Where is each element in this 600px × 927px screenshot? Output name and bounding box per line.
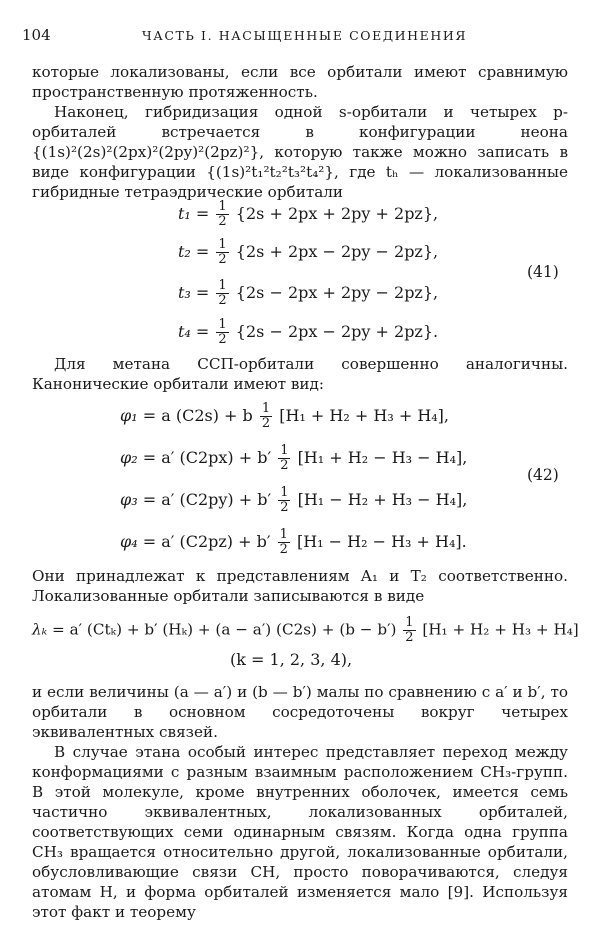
eq42-line-4: φ₄ = a′ (C2pz) + b′ $\frac{1}{2}$ [H₁ − H₂ − H₃ + H₄]. — [120, 527, 467, 557]
running-title: ЧАСТЬ I. НАСЫЩЕННЫЕ СОЕДИНЕНИЯ — [142, 28, 468, 43]
eq41-rhs-2: {2s + 2px − 2py − 2pz}, — [235, 242, 439, 261]
fraction-half: $\frac{1}{2}$ — [218, 317, 227, 347]
eq41-line-2: t₂ = $\frac{1}{2}$ {2s + 2px − 2py − 2pz}, — [178, 237, 439, 267]
eq42-post-2: [H₁ + H₂ − H₃ − H₄], — [297, 448, 468, 467]
fraction-half: $\frac{1}{2}$ — [218, 278, 227, 308]
eq42-line-3: φ₃ = a′ (C2py) + b′ $\frac{1}{2}$ [H₁ − H₂ + H₃ − H₄], — [120, 485, 468, 515]
lambda-lhs: λₖ — [32, 620, 48, 639]
paragraph-6: В случае этана особый интерес представляет переход между конформациями с разным взаимным расположением CH₃-групп. В этой молекуле, кроме внутренних оболочек, имеется семь частично эквивалентных, локализованных орбиталей, соответствующих семи одинарным связям. Когда одна группа CH₃ вращается относительно другой, локализованные орбитали, обусловливающие связи CH, просто поворачиваются, следуя атомам H, и форма орбиталей изменяется мало [9]. Используя этот факт и теорему — [32, 743, 568, 921]
running-head — [22, 26, 578, 46]
eq41-lhs-2: t₂ — [178, 242, 191, 261]
lambda-pre: a′ (Ctₖ) + b′ (Hₖ) + (a − a′) (C2s) + (b − b′) — [69, 620, 397, 639]
eq42-pre-4: a′ (C2pz) + b′ — [161, 532, 271, 551]
eq42-post-4: [H₁ − H₂ − H₃ + H₄]. — [296, 532, 467, 551]
lambda-condition: (k = 1, 2, 3, 4), — [230, 650, 353, 669]
eq41-line-1: t₁ = $\frac{1}{2}$ {2s + 2px + 2py + 2pz}, — [178, 199, 439, 229]
eq41-rhs-4: {2s − 2px − 2py + 2pz}. — [235, 322, 439, 341]
eq41-line-3: t₃ = $\frac{1}{2}$ {2s − 2px + 2py − 2pz}, — [178, 278, 439, 308]
fraction-half: $\frac{1}{2}$ — [405, 615, 414, 645]
eq42-line-2: φ₂ = a′ (C2px) + b′ $\frac{1}{2}$ [H₁ + H₂ − H₃ − H₄], — [120, 443, 468, 473]
eq42-post-3: [H₁ − H₂ + H₃ − H₄], — [297, 490, 468, 509]
paragraph-3: Для метана ССП-орбитали совершенно аналогичны. Канонические орбитали имеют вид: — [32, 355, 568, 393]
fraction-half: $\frac{1}{2}$ — [261, 401, 271, 431]
fraction-half: $\frac{1}{2}$ — [218, 237, 227, 267]
eq41-lhs-3: t₃ — [178, 283, 191, 302]
fraction-half: $\frac{1}{2}$ — [280, 443, 289, 473]
eq42-pre-1: a (C2s) + b — [161, 406, 253, 425]
eq42-lhs-1: φ₁ — [120, 406, 138, 425]
paragraph-2: Наконец, гибридизация одной s-орбитали и четырех p-орбиталей встречается в конфигурации неона {(1s)²(2s)²(2px)²(2py)²(2pz)²}, которую также можно записать в виде конфигурации {(1s)²t₁²t₂²t₃²t₄²}, где tₕ — локализованные гибридные тетраэдрические орбитали — [32, 103, 568, 201]
eq42-line-1: φ₁ = a (C2s) + b $\frac{1}{2}$ [H₁ + H₂ + H₃ + H₄], — [120, 401, 450, 431]
eq41-line-4: t₄ = $\frac{1}{2}$ {2s − 2px − 2py + 2pz}. — [178, 317, 439, 347]
eq42-lhs-4: φ₄ — [120, 532, 138, 551]
paragraph-4: Они принадлежат к представлениям A₁ и T₂ соответственно. Локализованные орбитали записываются в виде — [32, 567, 568, 605]
eq42-pre-2: a′ (C2px) + b′ — [161, 448, 272, 467]
eq42-lhs-3: φ₃ — [120, 490, 138, 509]
eq41-rhs-1: {2s + 2px + 2py + 2pz}, — [235, 204, 439, 223]
lambda-equation: λₖ = a′ (Ctₖ) + b′ (Hₖ) + (a − a′) (C2s) + (b − b′) $\frac{1}{2}$ [H₁ + H₂ + H₃ + H₄] — [32, 615, 579, 645]
paragraph-1: которые локализованы, если все орбитали имеют сравнимую пространственную протяженность. — [32, 63, 568, 101]
equation-number-42: (42) — [527, 466, 559, 484]
lambda-post: [H₁ + H₂ + H₃ + H₄] — [422, 620, 579, 639]
eq41-lhs-4: t₄ — [178, 322, 191, 341]
fraction-half: $\frac{1}{2}$ — [218, 199, 227, 229]
eq42-lhs-2: φ₂ — [120, 448, 138, 467]
equation-number-41: (41) — [527, 263, 559, 281]
eq42-pre-3: a′ (C2py) + b′ — [161, 490, 272, 509]
fraction-half: $\frac{1}{2}$ — [279, 527, 288, 557]
paragraph-5: и если величины (a — a′) и (b — b′) малы по сравнению с a′ и b′, то орбитали в основном сосредоточены вокруг четырех эквивалентных связей. — [32, 683, 568, 741]
eq41-lhs-1: t₁ — [178, 204, 191, 223]
eq41-rhs-3: {2s − 2px + 2py − 2pz}, — [235, 283, 439, 302]
fraction-half: $\frac{1}{2}$ — [280, 485, 289, 515]
eq42-post-1: [H₁ + H₂ + H₃ + H₄], — [279, 406, 450, 425]
page-number: 104 — [22, 26, 51, 44]
